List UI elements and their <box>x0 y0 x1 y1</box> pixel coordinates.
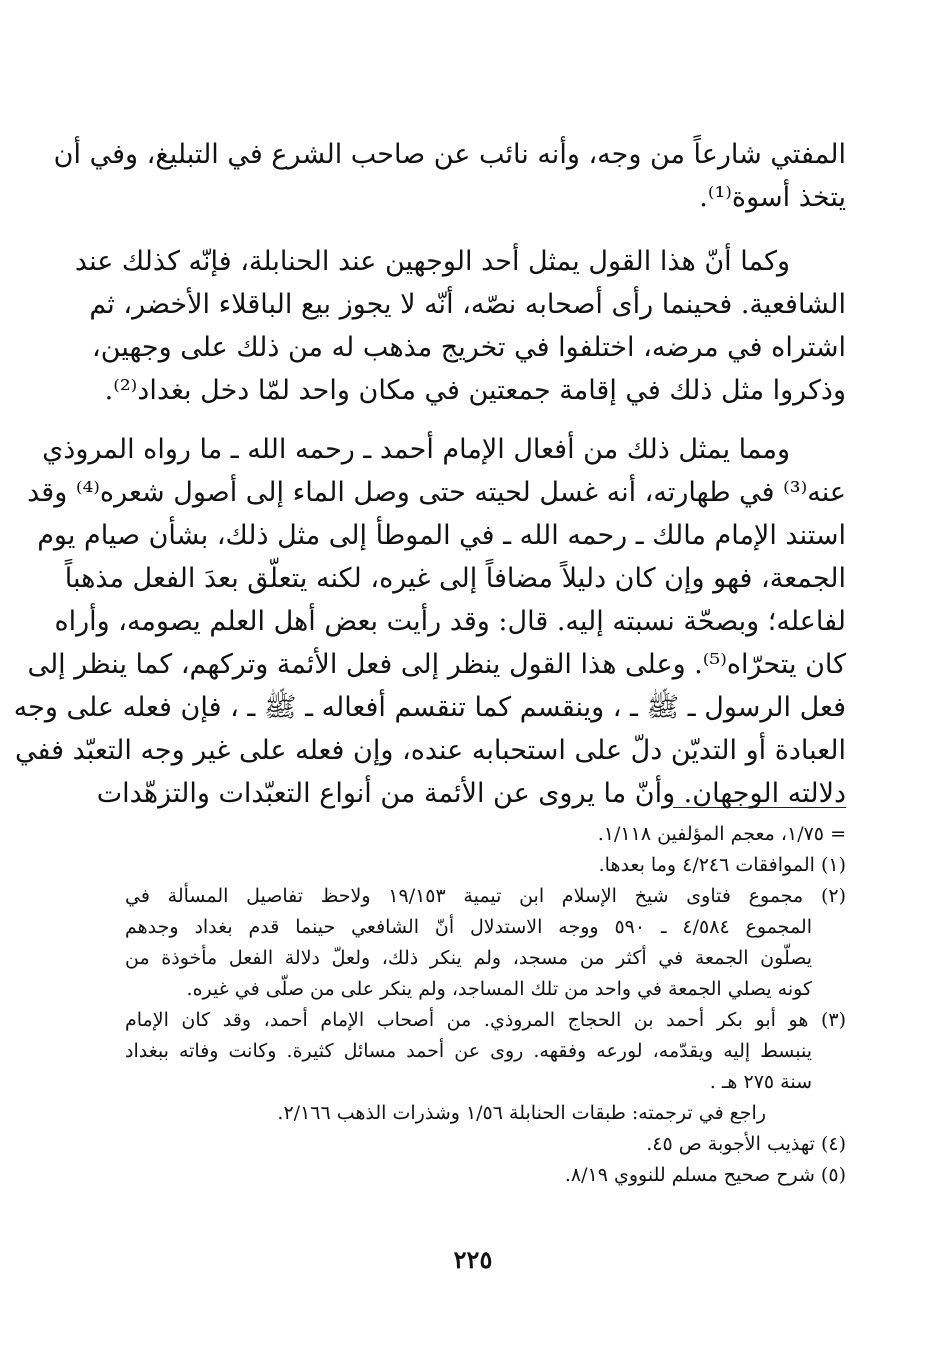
footnote-4: (٤) تهذيب الأجوبة ص ٤٥. <box>646 1133 846 1155</box>
footnote-2-line: (٢) مجموع فتاوى شيخ الإسلام ابن تيمية ١٩/١٥٣ ولاحظ تفاصيل المسألة في <box>125 885 846 907</box>
text-line: لفاعله؛ وبصحّة نسبته إليه. قال: وقد رأيت بعض أهل العلم يصومه، وأراه <box>54 606 846 637</box>
text-line: الشافعية. فحينما رأى أصحابه نصّه، أنّه لا يجوز بيع الباقلاء الأخضر، ثم <box>89 289 846 320</box>
text-line: وكما أنّ هذا القول يمثل أحد الوجهين عند الحنابلة، فإنّه كذلك عند <box>74 246 790 277</box>
footnote-separator <box>673 807 846 808</box>
paragraph-3 <box>13 428 846 815</box>
text-line: ومما يمثل ذلك من أفعال الإمام أحمد ـ رحمه الله ـ ما رواه المروذي <box>42 434 790 465</box>
footnote-3-line: سنة ٢٧٥ هـ . <box>709 1071 812 1093</box>
text-line: كان يتحرّاه⁽⁵⁾. وعلى هذا القول ينظر إلى فعل الأئمة وتركهم، كما ينظر إلى <box>27 649 846 680</box>
text-line: دلالته الوجهان. وأنّ ما يروى عن الأئمة من أنواع التعبّدات والتزهّدات <box>96 778 846 809</box>
footnote-3-line: ينبسط إليه ويقدّمه، لورعه وفقهه. روى عن أحمد مسائل كثيرة. وكانت وفاته ببغداد <box>125 1040 812 1062</box>
text-line: الجمعة، فهو وإن كان دليلاً مضافاً إلى غيره، لكنه يتعلّق بعدَ الفعل مذهباً <box>64 563 846 594</box>
text-line: اشتراه في مرضه، اختلفوا في تخريج مذهب له من ذلك على وجهين، <box>92 332 846 363</box>
paragraph-2 <box>74 240 846 412</box>
footnote-2-line: يصلّون الجمعة في أكثر من مسجد، ولم ينكر ذلك، ولعلّ دلالة الفعل مأخوذة من <box>125 947 812 969</box>
text-line: فعل الرسول ـ ﷺ ـ ، وينقسم كما تنقسم أفعاله ـ ﷺ ـ ، فإن فعله على وجه <box>13 692 846 723</box>
text-line: وذكروا مثل ذلك في إقامة جمعتين في مكان واحد لمّا دخل بغداد⁽²⁾. <box>104 375 846 406</box>
text-line: العبادة أو التديّن دلّ على استحبابه عنده، وإن فعله على غير وجه التعبّد ففي <box>14 735 846 766</box>
text-line: استند الإمام مالك ـ رحمه الله ـ في الموطأ إلى مثل ذلك، بشأن صيام يوم <box>37 520 846 551</box>
paragraph-1 <box>53 133 846 219</box>
text-line: المفتي شارعاً من وجه، وأنه نائب عن صاحب الشرع في التبليغ، وفي أن <box>53 139 846 170</box>
footnote-2-line: المجموع ٤/٥٨٤ ـ ٥٩٠ ووجه الاستدلال أنّ الشافعي حينما قدم بغداد وجدهم <box>125 916 812 938</box>
footnotes <box>125 819 846 1191</box>
footnote-1: (١) الموافقات ٤/٢٤٦ وما بعدها. <box>598 854 846 876</box>
text-line: يتخذ أسوة⁽¹⁾. <box>699 182 846 213</box>
text-line: عنه⁽³⁾ في طهارته، أنه غسل لحيته حتى وصل الماء إلى أصول شعره⁽⁴⁾ وقد <box>27 477 846 508</box>
footnote-3-line: راجع في ترجمته: طبقات الحنابلة ١/٥٦ وشذرات الذهب ٢/١٦٦. <box>277 1102 766 1124</box>
footnote-continuation: = ١/٧٥، معجم المؤلفين ١/١١٨. <box>597 823 846 845</box>
footnote-5: (٥) شرح صحيح مسلم للنووي ٨/١٩. <box>564 1164 846 1186</box>
footnote-3-line: (٣) هو أبو بكر أحمد بن الحجاج المروذي. من أصحاب الإمام أحمد، وقد كان الإمام <box>125 1009 846 1031</box>
page-number: ٢٢٥ <box>453 1245 493 1274</box>
footnote-2-line: كونه يصلي الجمعة في واحد من تلك المساجد، ولم ينكر على من صلّى في غيره. <box>186 978 812 1000</box>
